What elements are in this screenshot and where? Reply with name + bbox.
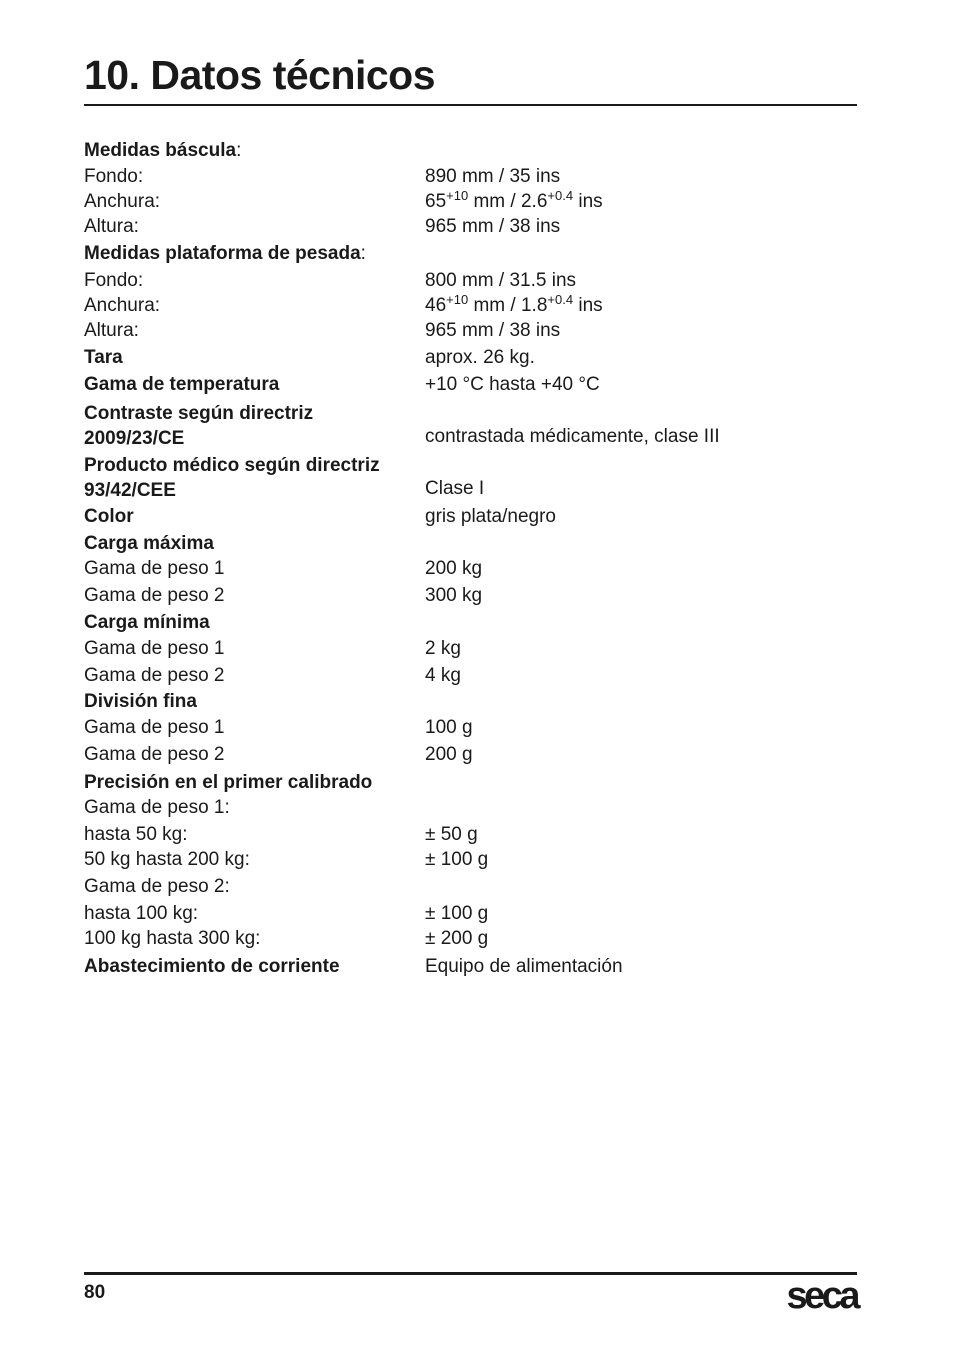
- spec-value: $46^{+10}$ mm / $1.8^{+0.4}$ ins: [425, 292, 603, 316]
- spec-row: [84, 638, 857, 665]
- spec-label: Gama de peso 2: [84, 665, 225, 686]
- spec-row: [84, 270, 857, 295]
- spec-value: ± 200 g: [425, 928, 489, 949]
- spec-label: Medidas báscula: [84, 140, 237, 161]
- spec-row: [84, 166, 857, 191]
- title-divider: [84, 104, 857, 106]
- spec-row: [84, 772, 857, 797]
- spec-label: Carga máxima: [84, 533, 214, 554]
- spec-value: 200 g: [425, 744, 473, 765]
- spec-row: [84, 506, 857, 533]
- spec-value: Clase I: [425, 478, 485, 499]
- spec-row: [84, 374, 857, 401]
- spec-row: [84, 744, 857, 772]
- spec-label-line: 93/42/CEE: [84, 480, 176, 501]
- spec-label: Carga mínima: [84, 612, 210, 633]
- spec-row: [84, 292, 857, 320]
- spec-row: [84, 216, 857, 243]
- spec-label-suffix: :: [236, 140, 242, 161]
- spec-value: 965 mm / 38 ins: [425, 320, 561, 341]
- spec-table: [84, 140, 857, 983]
- spec-label: Gama de peso 2: [84, 744, 225, 765]
- spec-value: 200 kg: [425, 558, 483, 579]
- spec-row: [84, 612, 857, 638]
- spec-label: hasta 100 kg:: [84, 903, 199, 924]
- spec-label: Gama de peso 1: [84, 558, 225, 579]
- spec-row: [84, 243, 857, 270]
- spec-value: 2 kg: [425, 638, 461, 659]
- spec-row: [84, 876, 857, 903]
- spec-label: hasta 50 kg:: [84, 824, 188, 845]
- spec-label: 100 kg hasta 300 kg:: [84, 928, 261, 949]
- spec-label: Gama de peso 2: [84, 585, 225, 606]
- spec-value: 965 mm / 38 ins: [425, 216, 561, 237]
- spec-row: [84, 849, 857, 876]
- page-number: 80: [84, 1282, 106, 1303]
- page-title: 10. Datos técnicos: [84, 52, 436, 98]
- spec-label: Precisión en el primer calibrado: [84, 772, 373, 793]
- spec-row: [84, 665, 857, 691]
- spec-label: Anchura:: [84, 295, 161, 316]
- spec-row: [84, 717, 857, 744]
- seca-logo: seca: [786, 1275, 857, 1317]
- spec-row: [84, 401, 857, 453]
- spec-row: [84, 320, 857, 347]
- spec-label: 50 kg hasta 200 kg:: [84, 849, 250, 870]
- spec-label-suffix: :: [360, 243, 366, 264]
- spec-value: 4 kg: [425, 665, 461, 686]
- spec-value: 300 kg: [425, 585, 483, 606]
- spec-label: Gama de peso 1: [84, 638, 225, 659]
- spec-row: [84, 928, 857, 956]
- spec-value: 800 mm / 31.5 ins: [425, 270, 577, 291]
- spec-label: Medidas plataforma de pesada: [84, 243, 361, 264]
- spec-value: Equipo de alimentación: [425, 956, 623, 977]
- spec-label: Gama de peso 1:: [84, 797, 230, 818]
- spec-label: Abastecimiento de corriente: [84, 956, 340, 977]
- spec-label: Fondo:: [84, 270, 144, 291]
- spec-label: Tara: [84, 347, 123, 368]
- spec-value: gris plata/negro: [425, 506, 556, 527]
- spec-value: ± 100 g: [425, 903, 489, 924]
- spec-value: ± 100 g: [425, 849, 489, 870]
- spec-value: +10 °C hasta +40 °C: [425, 374, 600, 395]
- spec-label: Gama de peso 1: [84, 717, 225, 738]
- spec-value: 890 mm / 35 ins: [425, 166, 561, 187]
- spec-label: Gama de peso 2:: [84, 876, 230, 897]
- spec-value: aprox. 26 kg.: [425, 347, 535, 368]
- spec-value: ± 50 g: [425, 824, 478, 845]
- spec-row: [84, 797, 857, 824]
- spec-row: [84, 956, 857, 983]
- spec-row: [84, 585, 857, 612]
- spec-label: Anchura:: [84, 191, 161, 212]
- spec-label: Color: [84, 506, 134, 527]
- spec-label: Altura:: [84, 320, 139, 341]
- footer-divider: [84, 1272, 857, 1275]
- spec-label: División fina: [84, 691, 197, 712]
- spec-label-line: Producto médico según directriz: [84, 455, 380, 476]
- spec-label-line: 2009/23/CE: [84, 428, 185, 449]
- spec-label: Gama de temperatura: [84, 374, 280, 395]
- spec-value: contrastada médicamente, clase III: [425, 426, 720, 447]
- spec-row: [84, 140, 857, 166]
- spec-row: [84, 903, 857, 928]
- spec-row: [84, 188, 857, 216]
- spec-row: [84, 453, 857, 506]
- spec-row: [84, 691, 857, 717]
- spec-label: Fondo:: [84, 166, 144, 187]
- spec-value: $65^{+10}$ mm / $2.6^{+0.4}$ ins: [425, 188, 603, 212]
- spec-row: [84, 347, 857, 374]
- spec-label: Altura:: [84, 216, 139, 237]
- spec-value: 100 g: [425, 717, 473, 738]
- spec-row: [84, 824, 857, 849]
- spec-row: [84, 558, 857, 585]
- spec-label-line: Contraste según directriz: [84, 403, 314, 424]
- spec-row: [84, 533, 857, 558]
